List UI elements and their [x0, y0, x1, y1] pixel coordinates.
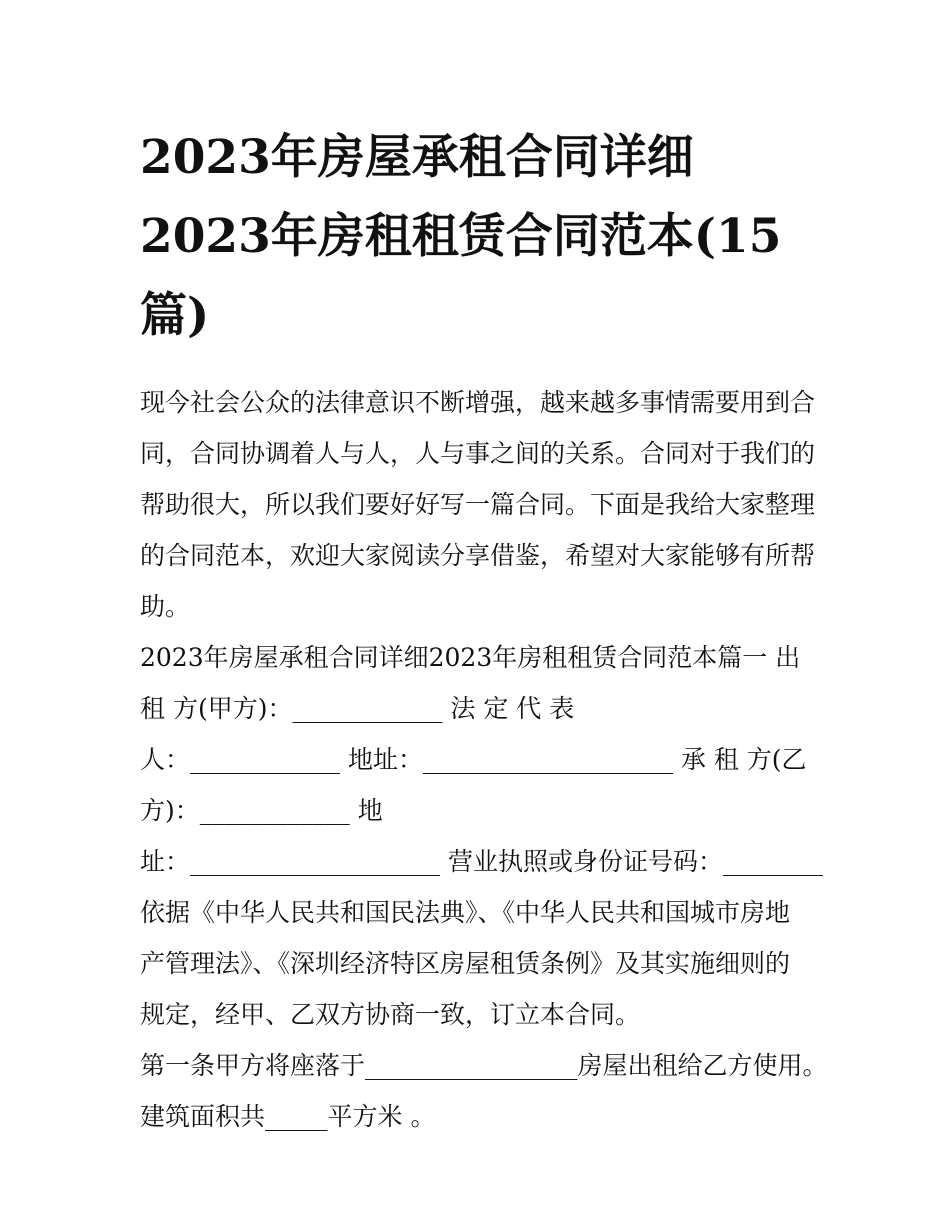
section1-line-8: 规定，经甲、乙双方协商一致，订立本合同。 — [140, 1000, 641, 1029]
document-page — [140, 118, 828, 1142]
article1-line-2: 建筑面积共_____平方米 。 — [140, 1102, 436, 1131]
section1-line-5: 址：____________________ 营业执照或身份证号码：________ — [140, 847, 823, 876]
article-one-paragraph — [140, 1040, 828, 1142]
intro-paragraph — [140, 377, 816, 632]
article1-line-1: 第一条甲方将座落于_________________房屋出租给乙方使用。 — [140, 1051, 828, 1080]
document-title — [140, 118, 812, 355]
intro-line-5: 助。 — [140, 592, 191, 621]
title-line-1: 2023年房屋承租合同详细 — [140, 130, 694, 185]
section1-line-3: 人：____________ 地址：____________________ 承 租 方(乙 — [140, 745, 807, 774]
section1-line-6: 依据《中华人民共和国民法典》、《中华人民共和国城市房地 — [140, 898, 791, 927]
intro-line-4: 的合同范本，欢迎大家阅读分享借鉴，希望对大家能够有所帮 — [140, 541, 816, 570]
intro-line-2: 同，合同协调着人与人，人与事之间的关系。合同对于我们的 — [140, 439, 816, 468]
title-line-3: 篇) — [140, 288, 210, 343]
section1-line-2: 租 方(甲方)：____________ 法 定 代 表 — [140, 694, 575, 723]
section1-line-7: 产管理法》、《深圳经济特区房屋租赁条例》及其实施细则的 — [140, 949, 791, 978]
section1-line-4: 方)：____________ 地 — [140, 796, 383, 825]
intro-line-1: 现今社会公众的法律意识不断增强，越来越多事情需要用到合 — [140, 388, 816, 417]
contract-parties-paragraph — [140, 632, 823, 1040]
intro-line-3: 帮助很大，所以我们要好好写一篇合同。下面是我给大家整理 — [140, 490, 816, 519]
title-line-2: 2023年房租租赁合同范本(15 — [140, 209, 782, 264]
document-body — [140, 377, 828, 1142]
section1-line-1: 2023年房屋承租合同详细2023年房租租赁合同范本篇一 出 — [140, 643, 801, 672]
